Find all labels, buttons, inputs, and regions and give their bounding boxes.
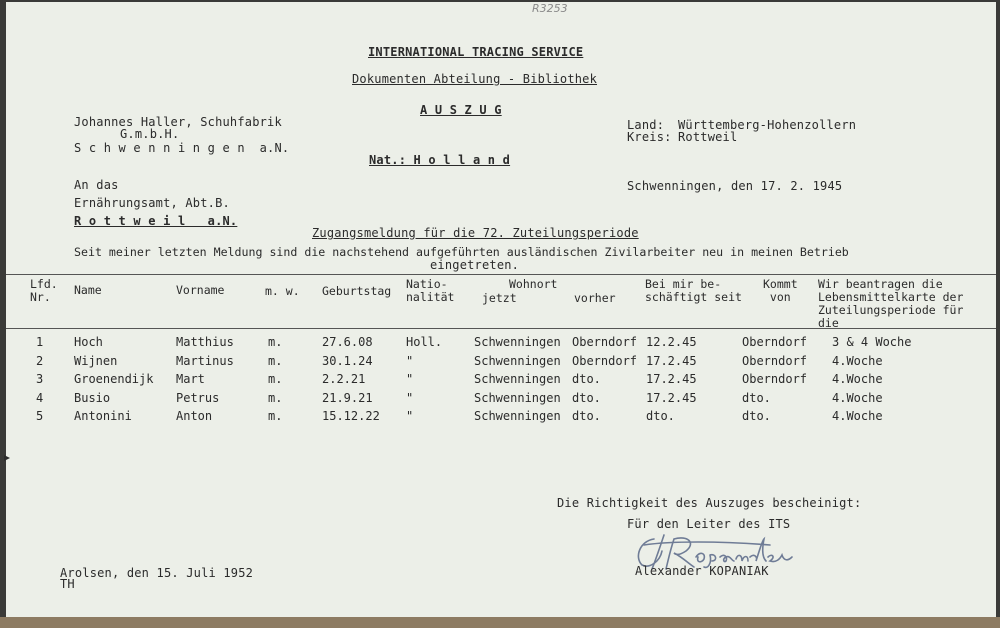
cell-mw: m. xyxy=(268,335,283,349)
certification-line-1: Die Richtigkeit des Auszuges bescheinigt: xyxy=(557,496,862,510)
table-top-rule xyxy=(6,274,996,275)
cell-nationalitaet: " xyxy=(406,353,414,368)
cell-nationalitaet: " xyxy=(406,409,414,423)
col-header-vorher: vorher xyxy=(574,291,616,305)
scan-bottom-strip xyxy=(0,617,1000,628)
cell-beschaeftigt-seit: 12.2.45 xyxy=(646,335,697,349)
footer-initials: TH xyxy=(60,577,75,591)
cell-kommt-von: Oberndorf xyxy=(742,335,808,349)
cell-wohnort-vorher: Oberndorf xyxy=(572,353,638,368)
cell-antrag: 3 & 4 Woche xyxy=(832,335,912,349)
land-value: Württemberg-Hohenzollern xyxy=(678,118,857,132)
cell-name: Busio xyxy=(74,390,111,405)
cell-wohnort-jetzt: Schwenningen xyxy=(474,335,561,349)
cell-mw: m. xyxy=(268,353,283,368)
cell-nationalitaet: " xyxy=(406,372,414,386)
kreis-label: Kreis: xyxy=(627,130,672,144)
cell-beschaeftigt-seit: 17.2.45 xyxy=(646,353,697,368)
archive-reference: R3253 xyxy=(532,2,568,15)
document-type-heading: A U S Z U G xyxy=(420,103,502,117)
cell-nr: 3 xyxy=(36,372,44,386)
cell-antrag: 4.Woche xyxy=(832,353,883,368)
company-name: Johannes Haller, Schuhfabrik xyxy=(74,115,282,129)
footer-place-date: Arolsen, den 15. Juli 1952 xyxy=(60,566,254,580)
cell-kommt-von: dto. xyxy=(742,409,771,423)
col-header-wohnort: Wohnort xyxy=(509,277,558,291)
land-label: Land: xyxy=(627,118,665,132)
col-header-nationalitaet: Natio- nalität xyxy=(406,277,455,304)
cell-nationalitaet: " xyxy=(406,390,414,405)
cell-kommt-von: Oberndorf xyxy=(742,372,808,386)
recipient-line-2: Ernährungsamt, Abt.B. xyxy=(74,196,230,210)
cell-geburtstag: 21.9.21 xyxy=(322,390,373,405)
cell-name: Wijnen xyxy=(74,353,118,368)
place-date: Schwenningen, den 17. 2. 1945 xyxy=(627,179,843,193)
cell-nr: 2 xyxy=(36,353,44,368)
cell-beschaeftigt-seit: dto. xyxy=(646,409,675,423)
company-city: S c h w e n n i n g e n a.N. xyxy=(74,141,290,155)
cell-wohnort-jetzt: Schwenningen xyxy=(474,390,561,405)
cell-kommt-von: Oberndorf xyxy=(742,353,808,368)
certification-line-2: Für den Leiter des ITS xyxy=(627,517,791,531)
cell-vorname: Mart xyxy=(176,372,205,386)
cell-geburtstag: 15.12.22 xyxy=(322,409,380,423)
cell-wohnort-jetzt: Schwenningen xyxy=(474,372,561,386)
col-header-antrag: Wir beantragen die Lebensmittelkarte der Zuteilungsperiode für die xyxy=(818,277,964,330)
page-edge-marker xyxy=(4,455,10,461)
col-header-beschaeftigt-seit: Bei mir be- schäftigt seit xyxy=(645,277,742,304)
cell-nationalitaet: Holl. xyxy=(406,335,443,349)
intro-text-line-2: eingetreten. xyxy=(430,258,520,272)
cell-wohnort-vorher: dto. xyxy=(572,372,601,386)
col-header-mw: m. w. xyxy=(265,284,300,298)
department-heading: Dokumenten Abteilung - Bibliothek xyxy=(352,72,598,86)
company-legal-form: G.m.b.H. xyxy=(120,127,180,141)
cell-kommt-von: dto. xyxy=(742,390,771,405)
cell-wohnort-vorher: dto. xyxy=(572,409,601,423)
cell-geburtstag: 30.1.24 xyxy=(322,353,373,368)
cell-beschaeftigt-seit: 17.2.45 xyxy=(646,390,697,405)
cell-antrag: 4.Woche xyxy=(832,372,883,386)
nationality-heading: Nat.: H o l l a n d xyxy=(369,153,511,167)
col-header-jetzt: jetzt xyxy=(482,291,517,305)
col-header-kommt-von: Kommt von xyxy=(763,277,798,304)
cell-nr: 4 xyxy=(36,390,44,405)
cell-wohnort-vorher: Oberndorf xyxy=(572,335,638,349)
col-header-vorname: Vorname xyxy=(176,283,225,297)
cell-geburtstag: 27.6.08 xyxy=(322,335,373,349)
cell-wohnort-jetzt: Schwenningen xyxy=(474,353,561,368)
cell-vorname: Petrus xyxy=(176,390,220,405)
cell-nr: 1 xyxy=(36,335,44,349)
subject-line: Zugangsmeldung für die 72. Zuteilungsperiode xyxy=(312,226,639,240)
kreis-value: Rottweil xyxy=(678,130,738,144)
cell-wohnort-jetzt: Schwenningen xyxy=(474,409,561,423)
cell-beschaeftigt-seit: 17.2.45 xyxy=(646,372,697,386)
cell-vorname: Matthius xyxy=(176,335,234,349)
cell-name: Hoch xyxy=(74,335,103,349)
recipient-line-1: An das xyxy=(74,178,119,192)
col-header-name: Name xyxy=(74,283,102,297)
cell-mw: m. xyxy=(268,409,283,423)
signer-name: Alexander KOPANIAK xyxy=(635,564,769,578)
cell-name: Antonini xyxy=(74,409,132,423)
document-page xyxy=(6,2,996,617)
cell-antrag: 4.Woche xyxy=(832,390,883,405)
col-header-geburtstag: Geburtstag xyxy=(322,284,392,298)
cell-mw: m. xyxy=(268,390,283,405)
cell-vorname: Martinus xyxy=(176,353,234,368)
cell-antrag: 4.Woche xyxy=(832,409,883,423)
cell-geburtstag: 2.2.21 xyxy=(322,372,366,386)
col-header-lfd-nr: Lfd. Nr. xyxy=(30,277,58,304)
intro-text-line-1: Seit meiner letzten Meldung sind die nachstehend aufgeführten ausländischen Zivilarbeiter neu in meinen Betrieb xyxy=(74,245,849,259)
cell-vorname: Anton xyxy=(176,409,213,423)
cell-wohnort-vorher: dto. xyxy=(572,390,601,405)
cell-name: Groenendijk xyxy=(74,372,154,386)
cell-mw: m. xyxy=(268,372,283,386)
organization-heading: INTERNATIONAL TRACING SERVICE xyxy=(368,45,584,59)
recipient-city: R o t t w e i l a.N. xyxy=(74,214,238,228)
cell-nr: 5 xyxy=(36,409,44,423)
